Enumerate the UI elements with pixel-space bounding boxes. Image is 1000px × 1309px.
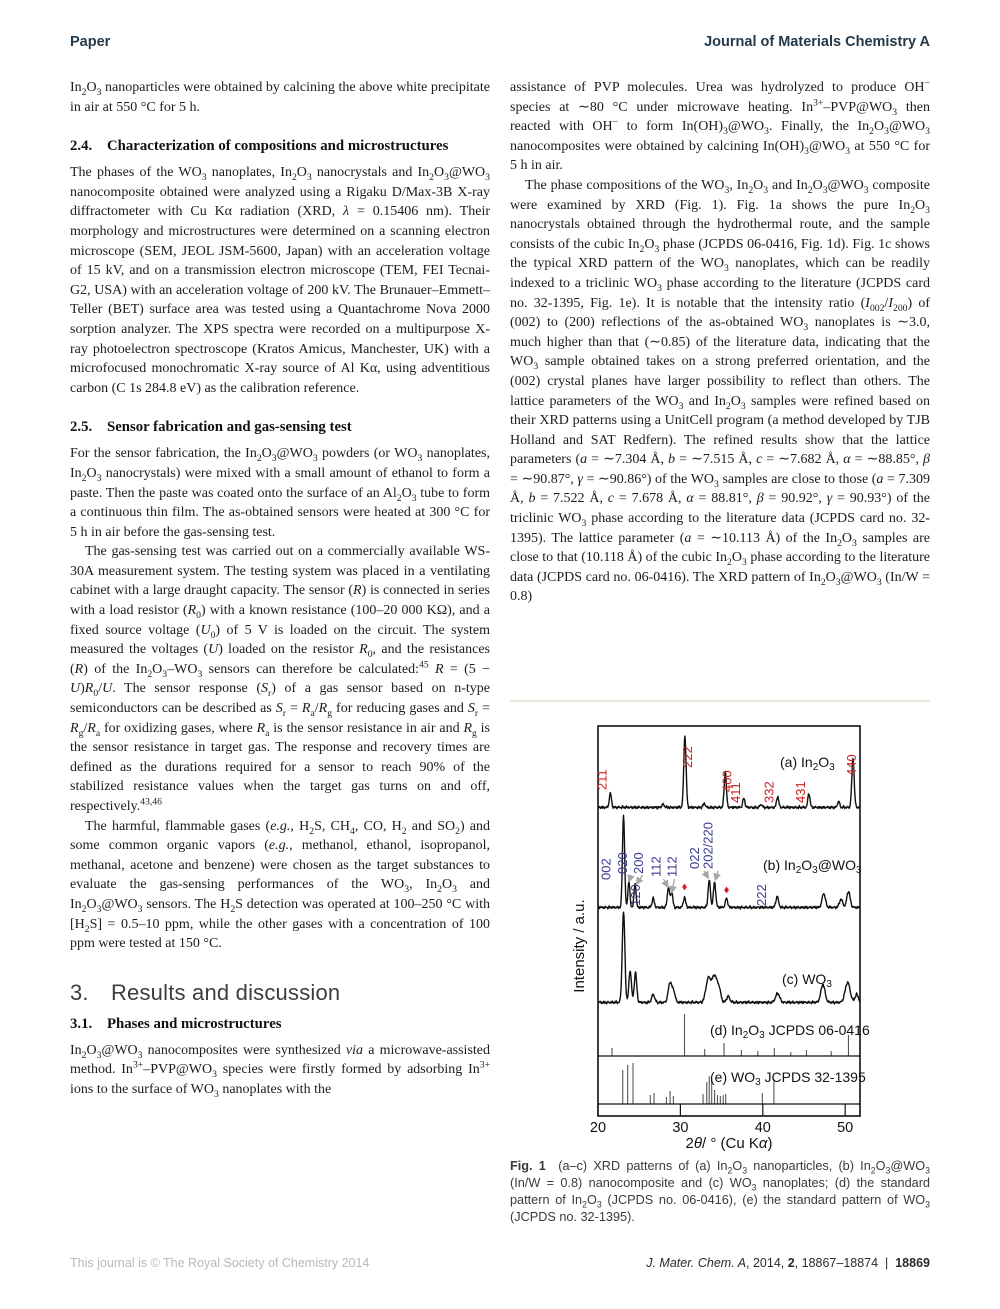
paragraph-characterization: The phases of the $WO_3$ nanoplates, $In_2O_3$ nanocrystals and $In_2O_3@WO_3$ nanocomposite obtained were analyzed using a Rigaku D/Max-3B X-ray diffractometer with Cu Kα radiation (XRD, λ = 0.15406 nm). Their morphology and microstructures were determined on a scanning electron microscope (SEM, JEOL JSM-5600, Japan) with an acceleration voltage of 15 kV, and on a transmission electron microscope (TEM, FEI Tecnai-G2, USA) with an acceleration voltage of 200 kV. The Brunauer–Emmett–Teller (BET) surface area was tested using a Quantachrome Nova 2000 sorption analyzer. The XPS spectra were recorded on a multipurpose X-ray photoelectron spectroscope (Kratos Amicus, Manchester, UK) with a microfocused monochromatic X-ray source of Al Kα, using adventitious carbon (C 1s 284.8 eV) as the calibration reference. xyxy=(70,165,490,396)
page-header xyxy=(70,34,930,50)
svg-text:411: 411 xyxy=(727,782,743,803)
paragraph-intro: $In_2O_3$ nanoparticles were obtained by calcining the above white precipitate in air at 550 °C for 5 h. xyxy=(70,80,490,115)
paragraph-continuation: assistance of PVP molecules. Urea was hydrolyzed to produce OH− species at ∼80 °C under microwave heating. $In^{3+}-PVP@WO_3$ then reacted with OH− to form $In(OH)_3@WO_3$. Finally, the $In_2O_3@WO_3$ nanocomposites were obtained by calcining $In(OH)_3@WO_3$ at 550 °C for 5 h in air. xyxy=(510,77,930,174)
svg-text:112: 112 xyxy=(664,856,680,877)
svg-text:002: 002 xyxy=(598,858,614,880)
left-column xyxy=(70,78,490,1100)
svg-text:022: 022 xyxy=(687,847,703,869)
svg-text:(c) WO3: (c) $WO_3$ xyxy=(782,971,832,990)
svg-text:(a) In2O3: (a) $In_2O_3$ xyxy=(780,754,835,773)
svg-text:211: 211 xyxy=(594,769,610,790)
svg-text:2θ/ ° (Cu Kα): 2θ/ ° (Cu Kα) xyxy=(685,1135,773,1152)
svg-text:431: 431 xyxy=(792,781,808,803)
heading-3-results: 3. Results and discussion xyxy=(70,979,341,1005)
heading-2-5: 2.5. Sensor fabrication and gas-sensing test xyxy=(70,419,352,436)
svg-text:(d) In2O3 JCPDS 06-0416: (d) $In_2O_3$ JCPDS 06-0416 xyxy=(710,1022,870,1041)
svg-text:222: 222 xyxy=(754,884,770,906)
svg-text:400: 400 xyxy=(719,770,735,792)
svg-text:50: 50 xyxy=(837,1120,854,1136)
svg-text:(b) In2O3@WO3: (b) $In_2O_3@WO_3$ xyxy=(763,857,862,876)
svg-text:222: 222 xyxy=(679,746,695,768)
svg-text:202/220: 202/220 xyxy=(700,822,716,869)
paragraph-phase-compositions: The phase compositions of the $WO_3$, $In_2O_3$ and $In_2O_3@WO_3$ composite were examined by XRD (Fig. 1). Fig. 1a shows the pure $In_2O_3$ nanocrystals obtained through the hydrothermal route, and the sample consists of the cubic $In_2O_3$ phase (JCPDS 06-0416, Fig. 1d). Fig. 1c shows the typical XRD pattern of the $WO_3$ nanoplates, which can be readily indexed to a triclinic $WO_3$ phase according to the literature (JCPDS card no. 32-1395, Fig. 1e). It is notable that the intensity ratio $(I_{002}/I_{200})$ of (002) to (200) reflections of the as-obtained $WO_3$ nanoplates is ∼3.0, much higher than that (∼0.85) of the literature data, indicating that the $WO_3$ sample obtained takes on a strong preferred orientation, and the (002) crystal planes have larger possibility to reflect than others. The lattice parameters of the $WO_3$ and $In_2O_3$ samples were refined based on their XRD patterns using a UnitCell program (a method developed by TJB Holland and SAT Redfern). The refined results show that the lattice parameters (a = ∼7.304 Å, b = ∼7.515 Å, c = ∼7.682 Å, α = ∼88.85°, β = ∼90.87°, γ = ∼90.86°) of the $WO_3$ samples are close to those (a = 7.309 Å, b = 7.522 Å, c = 7.678 Å, α = 88.81°, β = 90.92°, γ = 90.93°) of the triclinic $WO_3$ phase according to the literature data (JCPDS card no. 32-1395). The lattice parameter (a = ∼10.113 Å) of the $In_2O_3$ samples are close to that (10.118 Å) of the cubic $In_2O_3$ phase according to the literature data (JCPDS card no. 06-0416). The XRD pattern of $In_2O_3@WO_3$ (In/W = 0.8) xyxy=(510,177,931,605)
paragraph-target-gases: The harmful, flammable gases (e.g., $H_2S$, $CH_4$, CO, $H_2$ and $SO_2$) and some common organic vapors (e.g., methanol, ethanol, isopropanol, methanal, acetone and benzene) were chosen as the target substances to evaluate the gas-sensing performances of the $WO_3$, $In_2O_3$ and $In_2O_3@WO_3$ sensors. The $H_2S$ detection was operated at 100–250 °C with $[H_2S] = 0.5-10$ ppm, while the other gases with a concentration of 100 ppm were tested at 150 °C. xyxy=(70,818,491,952)
svg-text:120: 120 xyxy=(628,884,644,906)
heading-2-4: 2.4. Characterization of compositions and microstructures xyxy=(70,138,449,155)
page-type-label: Paper xyxy=(70,34,111,50)
heading-3-1: 3.1. Phases and microstructures xyxy=(70,1015,282,1032)
xrd-chart xyxy=(510,704,930,1154)
svg-text:332: 332 xyxy=(761,781,777,803)
svg-text:20: 20 xyxy=(589,1120,607,1136)
svg-text:(e) WO3 JCPDS 32-1395: (e) $WO_3$ JCPDS 32-1395 xyxy=(710,1069,866,1088)
svg-text:Intensity / a.u.: Intensity / a.u. xyxy=(571,899,588,993)
paragraph-gas-sensing-test: The gas-sensing test was carried out on a commercially available WS-30A measurement system. The testing system was placed in a ventilating cabinet with a large draught capacity. The sensor (R) is connected in series with a load resistor $(R_0)$ with a known resistance (100–20 000 KΩ), and a fixed source voltage $(U_0)$ of 5 V is loaded on the circuit. The system measured the voltages (U) loaded on the resistor $R_0$, and the resistances (R) of the $In_2O_3-WO_3$ sensors can therefore be calculated:$^{45}$ $R = (5 - U)R_0/U$. The sensor response $(S_r)$ of a gas sensor based on n-type semiconductors can be described as $S_r = R_a/R_g$ for reducing gases and $S_r = R_g/R_a$ for oxidizing gases, where $R_a$ is the sensor resistance in air and $R_g$ is the sensor resistance in target gas. The response and recovery times are defined as the durations required for a sensor to reach 90% of the stabilized resistance values when the target gas turns on and off, respectively.$^{43,46}$ xyxy=(70,544,491,814)
paragraph-sensor-fabrication: For the sensor fabrication, the $In_2O_3@WO_3$ powders (or $WO_3$ nanoplates, $In_2O_3$ nanocrystals) were mixed with a small amount of ethanol to form a paste. Then the paste was coated onto the surface of an $Al_2O_3$ tube to form a continuous thin film. The as-obtained sensors were heated at 300 °C for 5 h in air before the gas-sensing test. xyxy=(70,446,490,540)
svg-text:020: 020 xyxy=(614,852,630,874)
page-footer xyxy=(70,1256,930,1270)
paragraph-phases: $In_2O_3@WO_3$ nanocomposites were synthesized via a microwave-assisted method. $In^{3+}-PVP@WO_3$ species were firstly formed by adsorbing $In^{3+}$ ions to the surface of $WO_3$ nanoplates with the xyxy=(70,1042,491,1100)
svg-text:440: 440 xyxy=(843,754,859,776)
figure-1 xyxy=(510,700,930,1226)
svg-text:112: 112 xyxy=(648,856,664,877)
svg-text:40: 40 xyxy=(754,1120,771,1136)
figure-1-caption: Fig. 1 (a–c) XRD patterns of (a) $In_2O_3$ nanoparticles, (b) $In_2O_3@WO_3$ (In/W = 0.8) nanocomposite and (c) $WO_3$ nanoplates; (d) the standard pattern of $In_2O_3$ (JCPDS no. 06-0416), (e) the standard pattern of $WO_3$ (JCPDS no. 32-1395). xyxy=(510,1159,931,1224)
copyright-text: This journal is © The Royal Society of Chemistry 2014 xyxy=(70,1256,370,1270)
svg-text:30: 30 xyxy=(672,1120,689,1136)
citation-text: J. Mater. Chem. A, 2014, 2, 18867–18874 | 18869 xyxy=(646,1256,930,1270)
journal-title: Journal of Materials Chemistry A xyxy=(704,34,930,50)
svg-text:200: 200 xyxy=(631,852,647,874)
right-column xyxy=(510,77,931,1224)
